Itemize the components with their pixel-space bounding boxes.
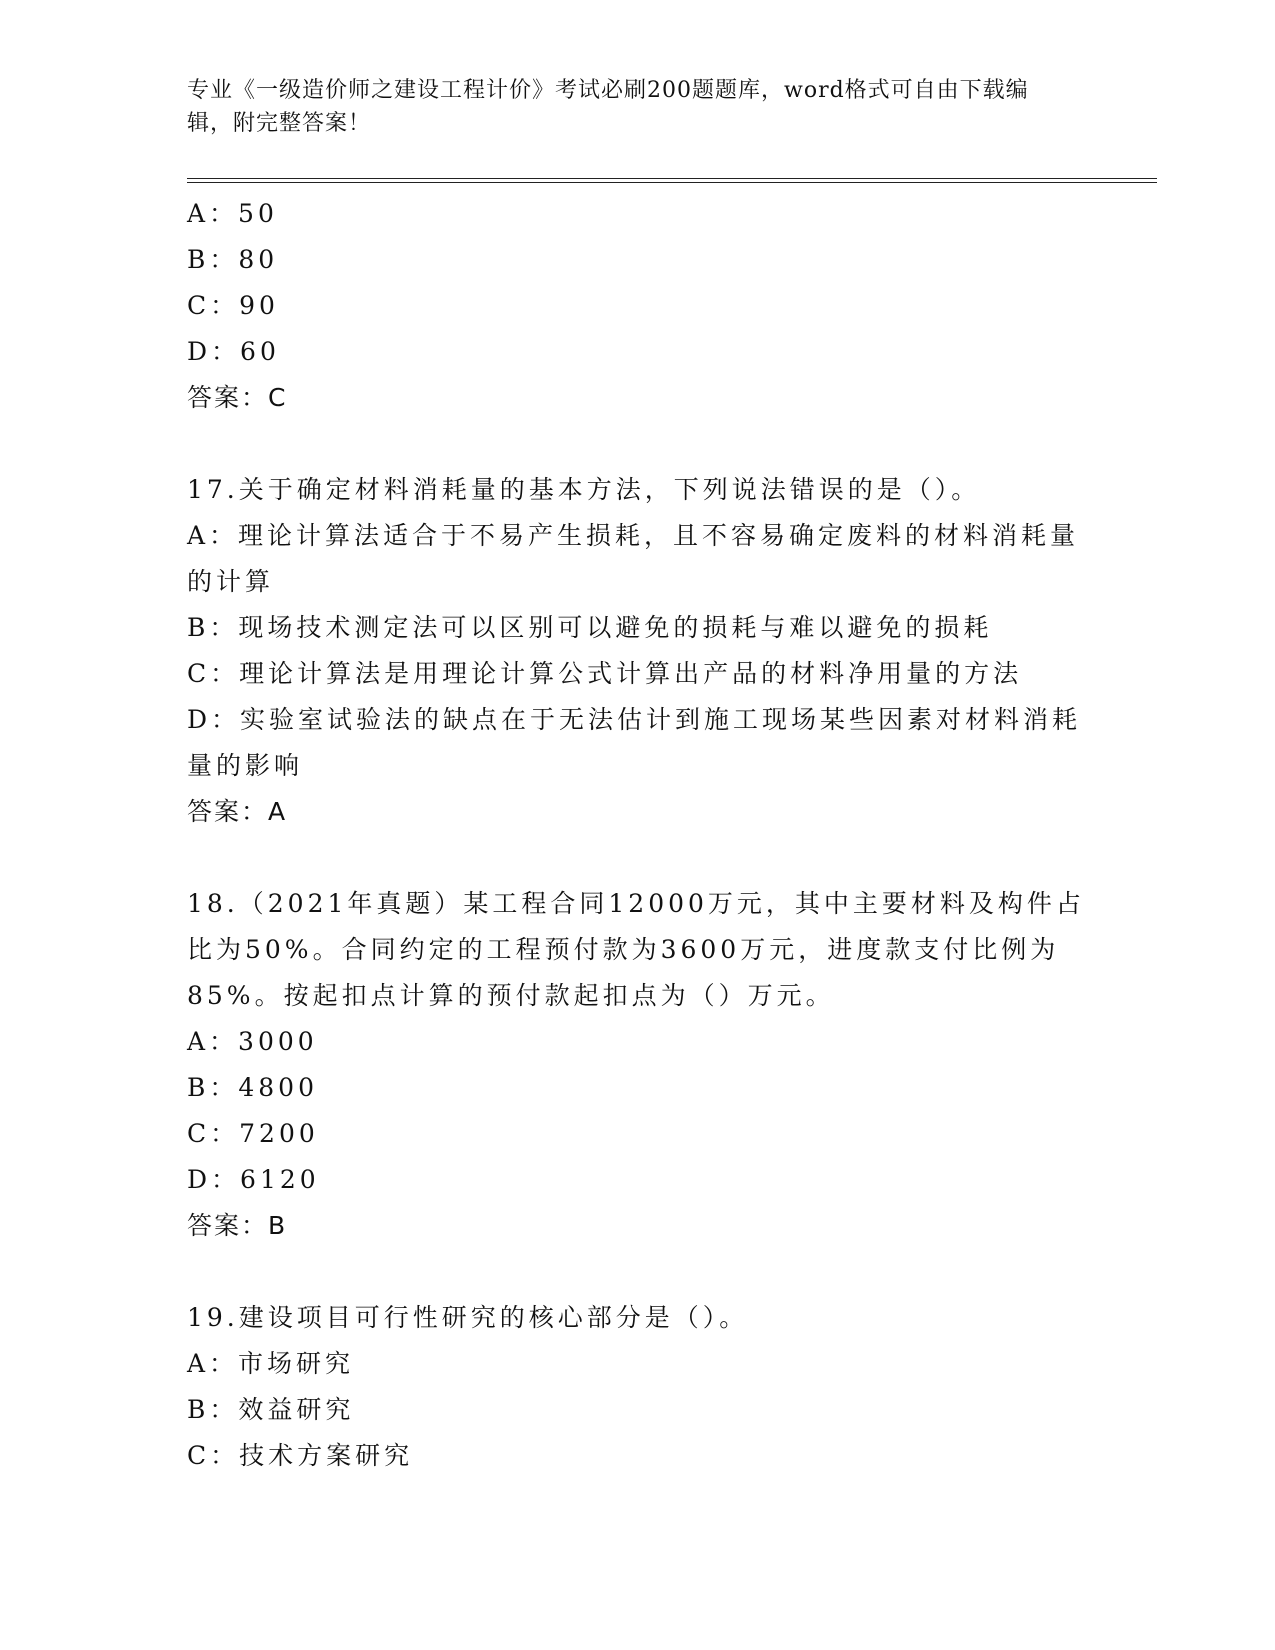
spacer [187,421,1087,467]
spacer [187,1249,1087,1295]
document-header: 专业《一级造价师之建设工程计价》考试必刷200题题库，word格式可自由下载编辑，附完整答案！ [187,78,1029,136]
q17-option-b: B：现场技术测定法可以区别可以避免的损耗与难以避免的损耗 [187,613,993,642]
q19-option-a: A：市场研究 [187,1349,355,1378]
q16-answer: 答案：C [187,383,288,412]
header-rule-top [187,178,1157,179]
q19-option-c: C：技术方案研究 [187,1441,414,1470]
q16-option-d: D：60 [187,337,280,366]
q18-option-c: C：7200 [187,1119,319,1148]
q17-option-a: A：理论计算法适合于不易产生损耗，且不容易确定废料的材料消耗量的计算 [187,521,1080,596]
q18-option-b: B：4800 [187,1073,318,1102]
q18-answer: 答案：B [187,1211,288,1240]
q16-option-a: A：50 [187,199,278,228]
question-16-block [187,191,1087,421]
question-19-block [187,1295,1087,1479]
question-17-block [187,467,1087,835]
header-rule-bottom [187,182,1157,183]
question-18-block [187,881,1087,1249]
q17-option-d: D：实验室试验法的缺点在于无法估计到施工现场某些因素对材料消耗量的影响 [187,705,1082,780]
q17-answer: 答案：A [187,797,288,826]
q16-option-c: C：90 [187,291,279,320]
q18-option-a: A：3000 [187,1027,318,1056]
q19-question: 19.建设项目可行性研究的核心部分是（）。 [187,1303,749,1332]
question-content [187,191,1087,1479]
spacer [187,835,1087,881]
q16-option-b: B：80 [187,245,279,274]
q18-option-d: D：6120 [187,1165,320,1194]
q19-option-b: B：效益研究 [187,1395,355,1424]
q18-question: 18.（2021年真题）某工程合同12000万元，其中主要材料及构件占比为50%。合同约定的工程预付款为3600万元，进度款支付比例为85%。按起扣点计算的预付款起扣点为（）万元。 [187,889,1085,1010]
q17-question: 17.关于确定材料消耗量的基本方法，下列说法错误的是（）。 [187,475,981,504]
q17-option-c: C：理论计算法是用理论计算公式计算出产品的材料净用量的方法 [187,659,1023,688]
